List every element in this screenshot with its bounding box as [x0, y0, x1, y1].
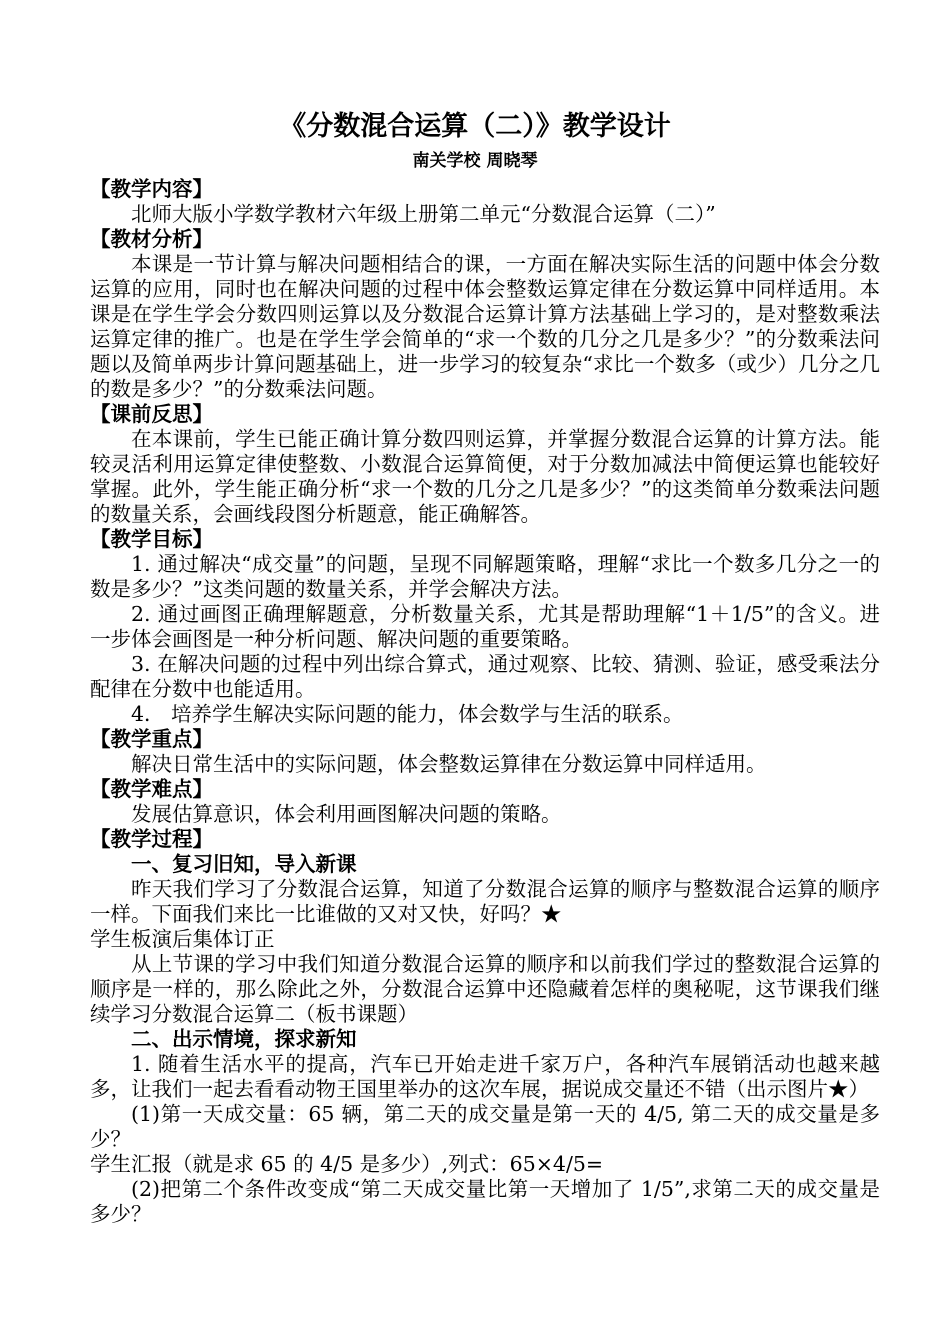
- paragraph: (1)第一天成交量：65 辆，第二天的成交量是第一天的 4/5, 第二天的成交量是多少？: [90, 1102, 880, 1151]
- objective-item: 1. 通过解决“成交量”的问题，呈现不同解题策略，理解“求比一个数多几分之一的数是多少？”这类问题的数量关系，并学会解决方法。: [90, 552, 880, 601]
- paragraph: 1. 随着生活水平的提高，汽车已开始走进千家万户，各种汽车展销活动也越来越多，让我们一起去看看动物王国里举办的这次车展，据说成交量还不错（出示图片★）: [90, 1052, 880, 1101]
- process-step-title: 一、复习旧知，导入新课: [131, 852, 357, 876]
- section-heading-objectives: 【教学目标】: [90, 527, 213, 551]
- paragraph: 学生汇报（就是求 65 的 4/5 是多少）,列式：65×4/5=: [90, 1152, 604, 1176]
- objective-item: 3. 在解决问题的过程中列出综合算式，通过观察、比较、猜测、验证，感受乘法分配律在分数中也能适用。: [90, 652, 880, 701]
- paragraph: 在本课前，学生已能正确计算分数四则运算，并掌握分数混合运算的计算方法。能较灵活利用运算定律使整数、小数混合运算简便，对于分数加减法中简便运算也能较好掌握。此外，学生能正确分析“求一个数的几分之几是多少？”的这类简单分数乘法问题的数量关系，会画线段图分析题意，能正确解答。: [90, 427, 880, 526]
- paragraph: (2)把第二个条件改变成“第二天成交量比第一天增加了 1/5”,求第二天的成交量是多少？: [90, 1177, 880, 1226]
- paragraph: 解决日常生活中的实际问题，体会整数运算律在分数运算中同样适用。: [131, 752, 767, 776]
- objective-item: 2. 通过画图正确理解题意，分析数量关系，尤其是帮助理解“1＋1/5”的含义。进一步体会画图是一种分析问题、解决问题的重要策略。: [90, 602, 880, 651]
- paragraph: 学生板演后集体订正: [90, 927, 275, 951]
- section-heading-reflection: 【课前反思】: [90, 402, 213, 426]
- section-heading-content: 【教学内容】: [90, 177, 213, 201]
- paragraph: 北师大版小学数学教材六年级上册第二单元“分数混合运算（二）”: [131, 202, 716, 226]
- document-body: [90, 177, 880, 1227]
- document-title: 《分数混合运算（二）》教学设计: [279, 111, 671, 142]
- paragraph: 本课是一节计算与解决问题相结合的课，一方面在解决实际生活的问题中体会分数运算的应用，同时也在解决问题的过程中体会整数运算定律在分数运算中同样适用。本课是在学生学会分数四则运算以及分数混合运算计算方法基础上学习的，是对整数乘法运算定律的推广。也是在学生学会简单的“求一个数的几分之几是多少？”的分数乘法问题以及简单两步计算问题基础上，进一步学习的较复杂“求比一个数多（或少）几分之几的数是多少？”的分数乘法问题。: [90, 252, 880, 401]
- process-step-title: 二、出示情境，探求新知: [131, 1027, 357, 1051]
- paragraph: 从上节课的学习中我们知道分数混合运算的顺序和以前我们学过的整数混合运算的顺序是一样的，那么除此之外，分数混合运算中还隐藏着怎样的奥秘呢，这节课我们继续学习分数混合运算二（板书课题）: [90, 952, 880, 1026]
- section-heading-process: 【教学过程】: [90, 827, 213, 851]
- paragraph: 发展估算意识，体会利用画图解决问题的策略。: [131, 802, 562, 826]
- section-heading-difficulties: 【教学难点】: [90, 777, 213, 801]
- objective-item: 4． 培养学生解决实际问题的能力，体会数学与生活的联系。: [131, 702, 684, 726]
- section-heading-key-points: 【教学重点】: [90, 727, 213, 751]
- section-heading-analysis: 【教材分析】: [90, 227, 213, 251]
- paragraph: 昨天我们学习了分数混合运算，知道了分数混合运算的顺序与整数混合运算的顺序一样。下面我们来比一比谁做的又对又快，好吗？★: [90, 877, 880, 926]
- document-author: 南关学校 周晓琴: [412, 151, 538, 171]
